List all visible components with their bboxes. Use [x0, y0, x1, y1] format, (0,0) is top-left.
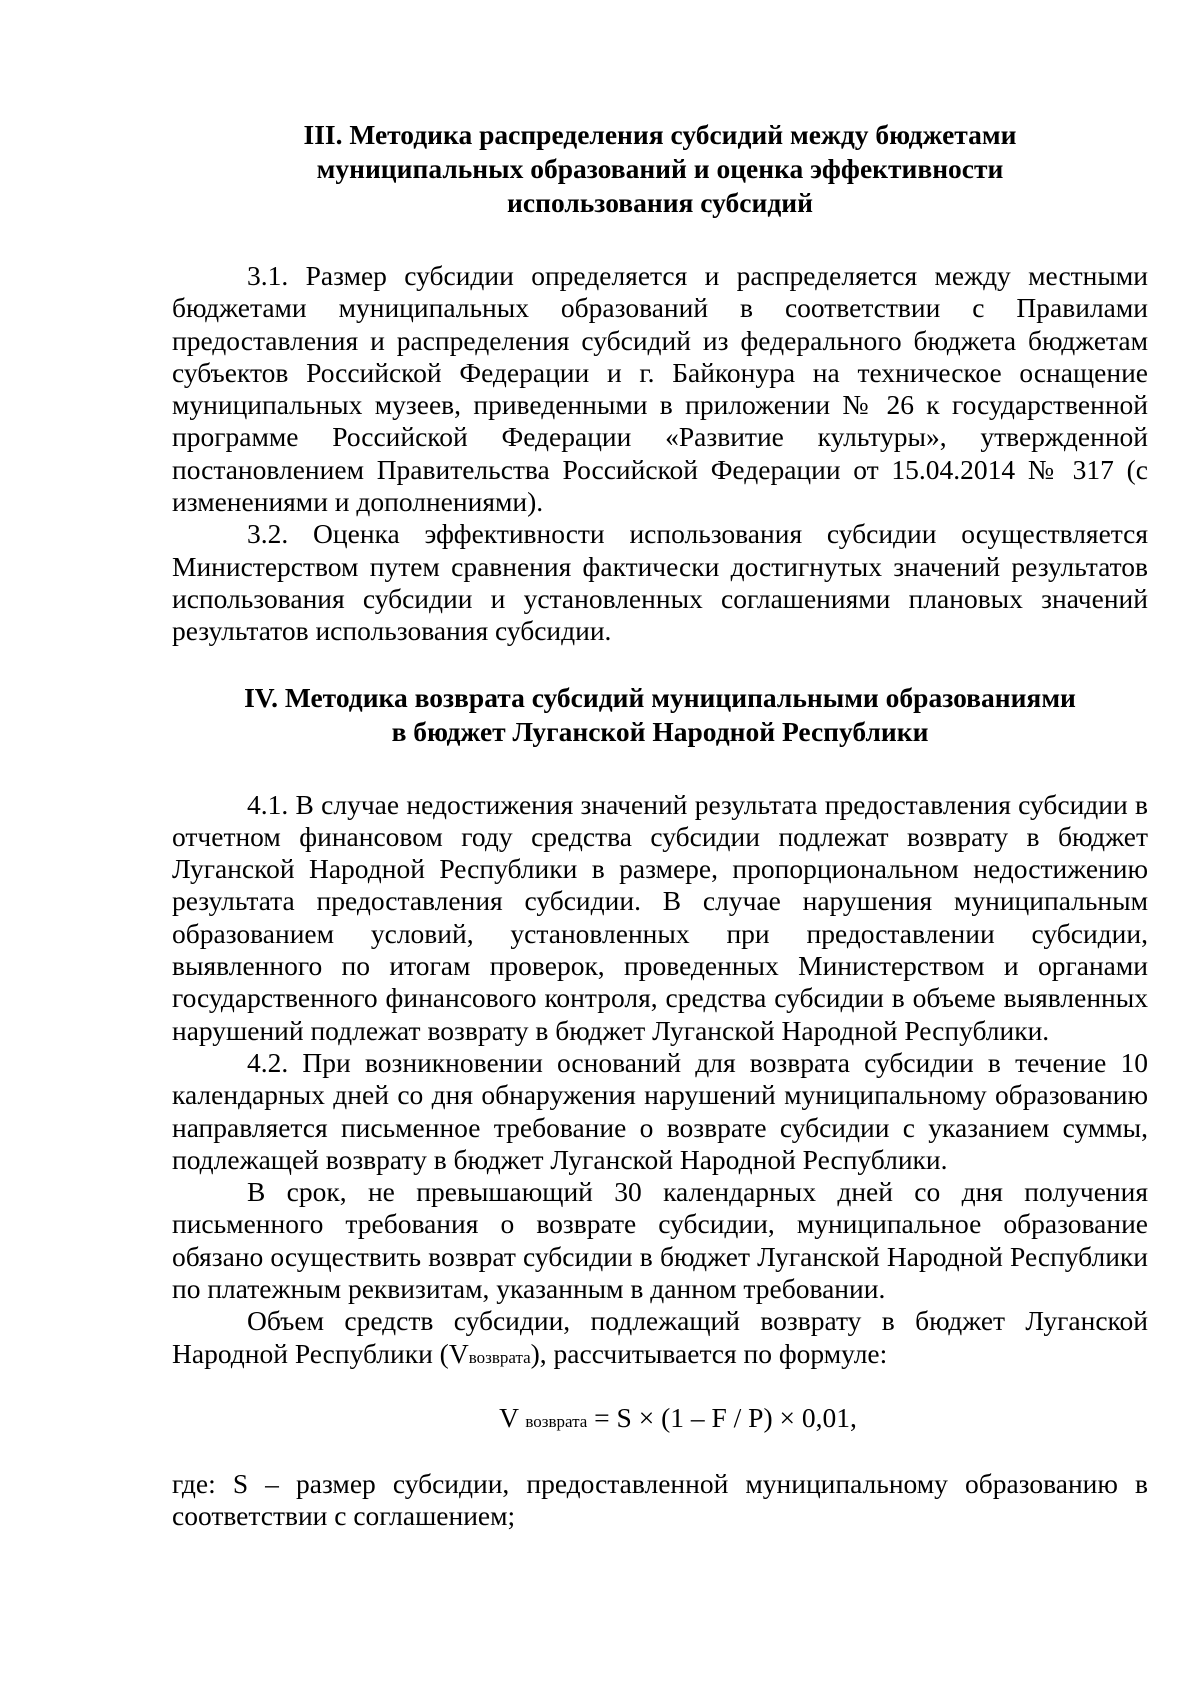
- section-4-heading-line-1: IV. Методика возврата субсидий муниципальными образованиями: [244, 681, 1076, 713]
- section-3-heading: [172, 118, 1148, 220]
- section-4-heading-line-2: в бюджет Луганской Народной Республики: [391, 715, 929, 747]
- formula-v: V: [499, 1401, 519, 1433]
- section-4-heading: [172, 681, 1148, 749]
- return-formula: [172, 1402, 1148, 1438]
- volume-subscript: возврата: [468, 1347, 531, 1367]
- paragraph-4-1: 4.1. В случае недостижения значений результата предоставления субсидии в отчетном финансовом году средства субсидии подлежат возврату в бюджет Луганской Народной Республики в размере, пропорциональном недостижению результата предоставления субсидии. В случае нарушения муниципальным образованием условий, установленных при предоставлении субсидии, выявленного по итогам проверок, проведенных Министерством и органами государственного финансового контроля, средства субсидии в объеме выявленных нарушений подлежат возврату в бюджет Луганской Народной Республики.: [172, 788, 1148, 1046]
- section-3-heading-line-3: использования субсидий: [507, 187, 813, 218]
- formula-where-definition: где: S – размер субсидии, предоставленной муниципальному образованию в соответствии с соглашением;: [172, 1467, 1148, 1532]
- volume-text-after: ), рассчитывается по формуле:: [530, 1337, 888, 1369]
- formula-subscript: возврата: [525, 1411, 588, 1431]
- formula-expression: = S × (1 – F / P) × 0,01,: [587, 1401, 857, 1433]
- paragraph-3-2: 3.2. Оценка эффективности использования субсидии осуществляется Министерством путем сравнения фактически достигнутых значений результатов использования субсидии и установленных соглашениями плановых значений результатов использования субсидии.: [172, 518, 1148, 647]
- paragraph-4-2-volume: [172, 1305, 1148, 1374]
- paragraph-4-2-deadline: В срок, не превышающий 30 календарных дней со дня получения письменного требования о возврате субсидии, муниципальное образование обязано осуществить возврат субсидии в бюджет Луганской Народной Республики по платежным реквизитам, указанным в данном требовании.: [172, 1176, 1148, 1305]
- volume-text-before: Объем средств субсидии, подлежащий возврату в бюджет Луганской Народной Республики (V: [172, 1305, 1148, 1369]
- paragraph-3-1: 3.1. Размер субсидии определяется и распределяется между местными бюджетами муниципальных образований в соответствии с Правилами предоставления и распределения субсидий из федерального бюджета бюджетам субъектов Российской Федерации и г. Байконура на техническое оснащение муниципальных музеев, приведенными в приложении № 26 к государственной программе Российской Федерации «Развитие культуры», утвержденной постановлением Правительства Российской Федерации от 15.04.2014 № 317 (с изменениями и дополнениями).: [172, 260, 1148, 518]
- section-3-heading-line-1: III. Методика распределения субсидий между бюджетами: [303, 119, 1017, 150]
- section-3-heading-line-2: муниципальных образований и оценка эффективности: [316, 153, 1004, 184]
- document-page: [172, 118, 1148, 1533]
- paragraph-4-2: 4.2. При возникновении оснований для возврата субсидии в течение 10 календарных дней со дня обнаружения нарушений муниципальному образованию направляется письменное требование о возврате субсидии с указанием суммы, подлежащей возврату в бюджет Луганской Народной Республики.: [172, 1046, 1148, 1175]
